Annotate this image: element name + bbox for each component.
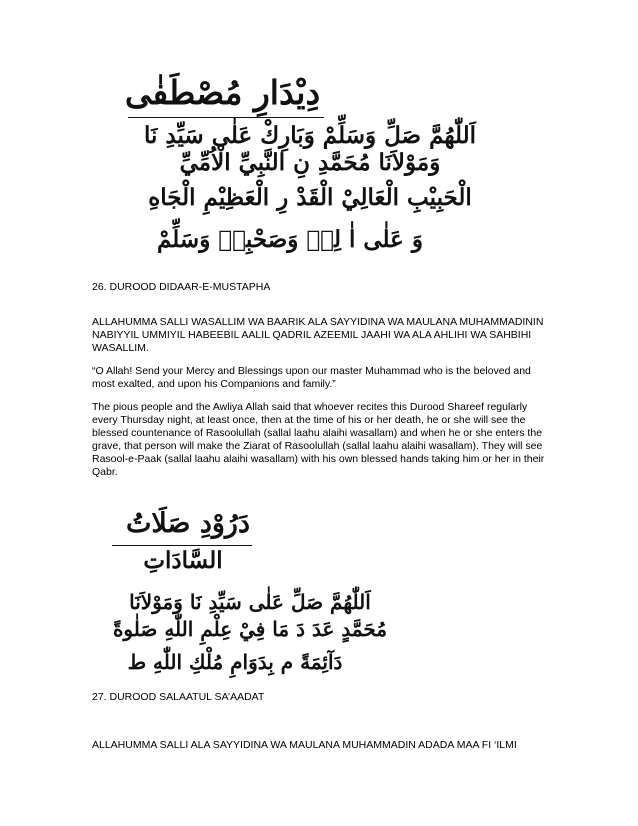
section-heading-27: 27. DUROOD SALAATUL SA’AADAT xyxy=(92,691,265,703)
transliteration-27: ALLAHUMMA SALLI ALA SAYYIDINA WA MAULANA MUHAMMADIN ADADA MAA FI ‘ILMI xyxy=(92,739,517,751)
calligraphy-subtitle-27: السَّادَاتِ xyxy=(143,547,223,574)
calligraphy-line: وَمَوْلاَنَا مُحَمَّدِ نِ النَّبِيِّ الْاُمِّيِّ xyxy=(179,149,441,176)
calligraphy-line: اَللّٰهُمَّ صَلِّ عَلٰى سَيِّدِ نَا وَمَوْلاَنَا xyxy=(129,590,371,614)
calligraphy-line: مُحَمَّدٍ عَدَ دَ مَا فِيْ عِلْمِ اللّٰهِ صَلٰوةً xyxy=(112,617,388,641)
transliteration-26: ALLAHUMMA SALLI WASALLIM WA BAARIK ALA SAYYIDINA WA MAULANA MUHAMMADININ NABIYYIL UMMIYIL HABEEBIL AALIL QADRIL AZEEMIL JAAHI WA ALA AHLIHI WA SAHBIHI WASALLIM. xyxy=(92,316,544,354)
calligraphy-title-27: دَرُوْدِ صَلَاتُ xyxy=(126,508,250,539)
translation-26: “O Allah! Send your Mercy and Blessings upon our master Muhammad who is the beloved and most exalted, and upon his Companions and family.” xyxy=(92,365,531,390)
calligraphy-line: دَآئِمَةً م بِدَوَامِ مُلْكِ اللّٰهِ ط xyxy=(127,650,343,674)
calligraphy-title-26: دِيْدَارِ مُصْطَفٰى xyxy=(124,73,321,112)
virtue-description-26: The pious people and the Awliya Allah said that whoever recites this Durood Shareef regularly every Thursday night, at least once, then at the time of his or her death, he or she will see the blessed countenance of Rasoolullah (sallal laahu alaihi wasallam) and when he or she enters the grave, that person will make the Ziarat of Rasoolullah (sallal laahu alaihi wasallam). They will see Rasool-e-Paak (sallal laahu alaihi wasallam) with his own blessed hands taking him or her in their Qabr. xyxy=(92,401,545,478)
calligraphy-line: وَ عَلٰى اٰ لِهٖ وَصَحْبِهٖ وَسَلِّمْ xyxy=(157,226,423,253)
calligraphy-line: اَللّٰهُمَّ صَلِّ وَسَلِّمْ وَبَارِكْ عَلٰى سَيِّدِ نَا xyxy=(144,122,476,149)
section-heading-26: 26. DUROOD DIDAAR-E-MUSTAPHA xyxy=(92,281,271,293)
calligraphy-underline-26 xyxy=(128,117,324,118)
calligraphy-line: الْحَبِيْبِ الْعَالِيْ الْقَدْ رِ الْعَظِيْمِ الْجَاهِ xyxy=(148,184,472,211)
